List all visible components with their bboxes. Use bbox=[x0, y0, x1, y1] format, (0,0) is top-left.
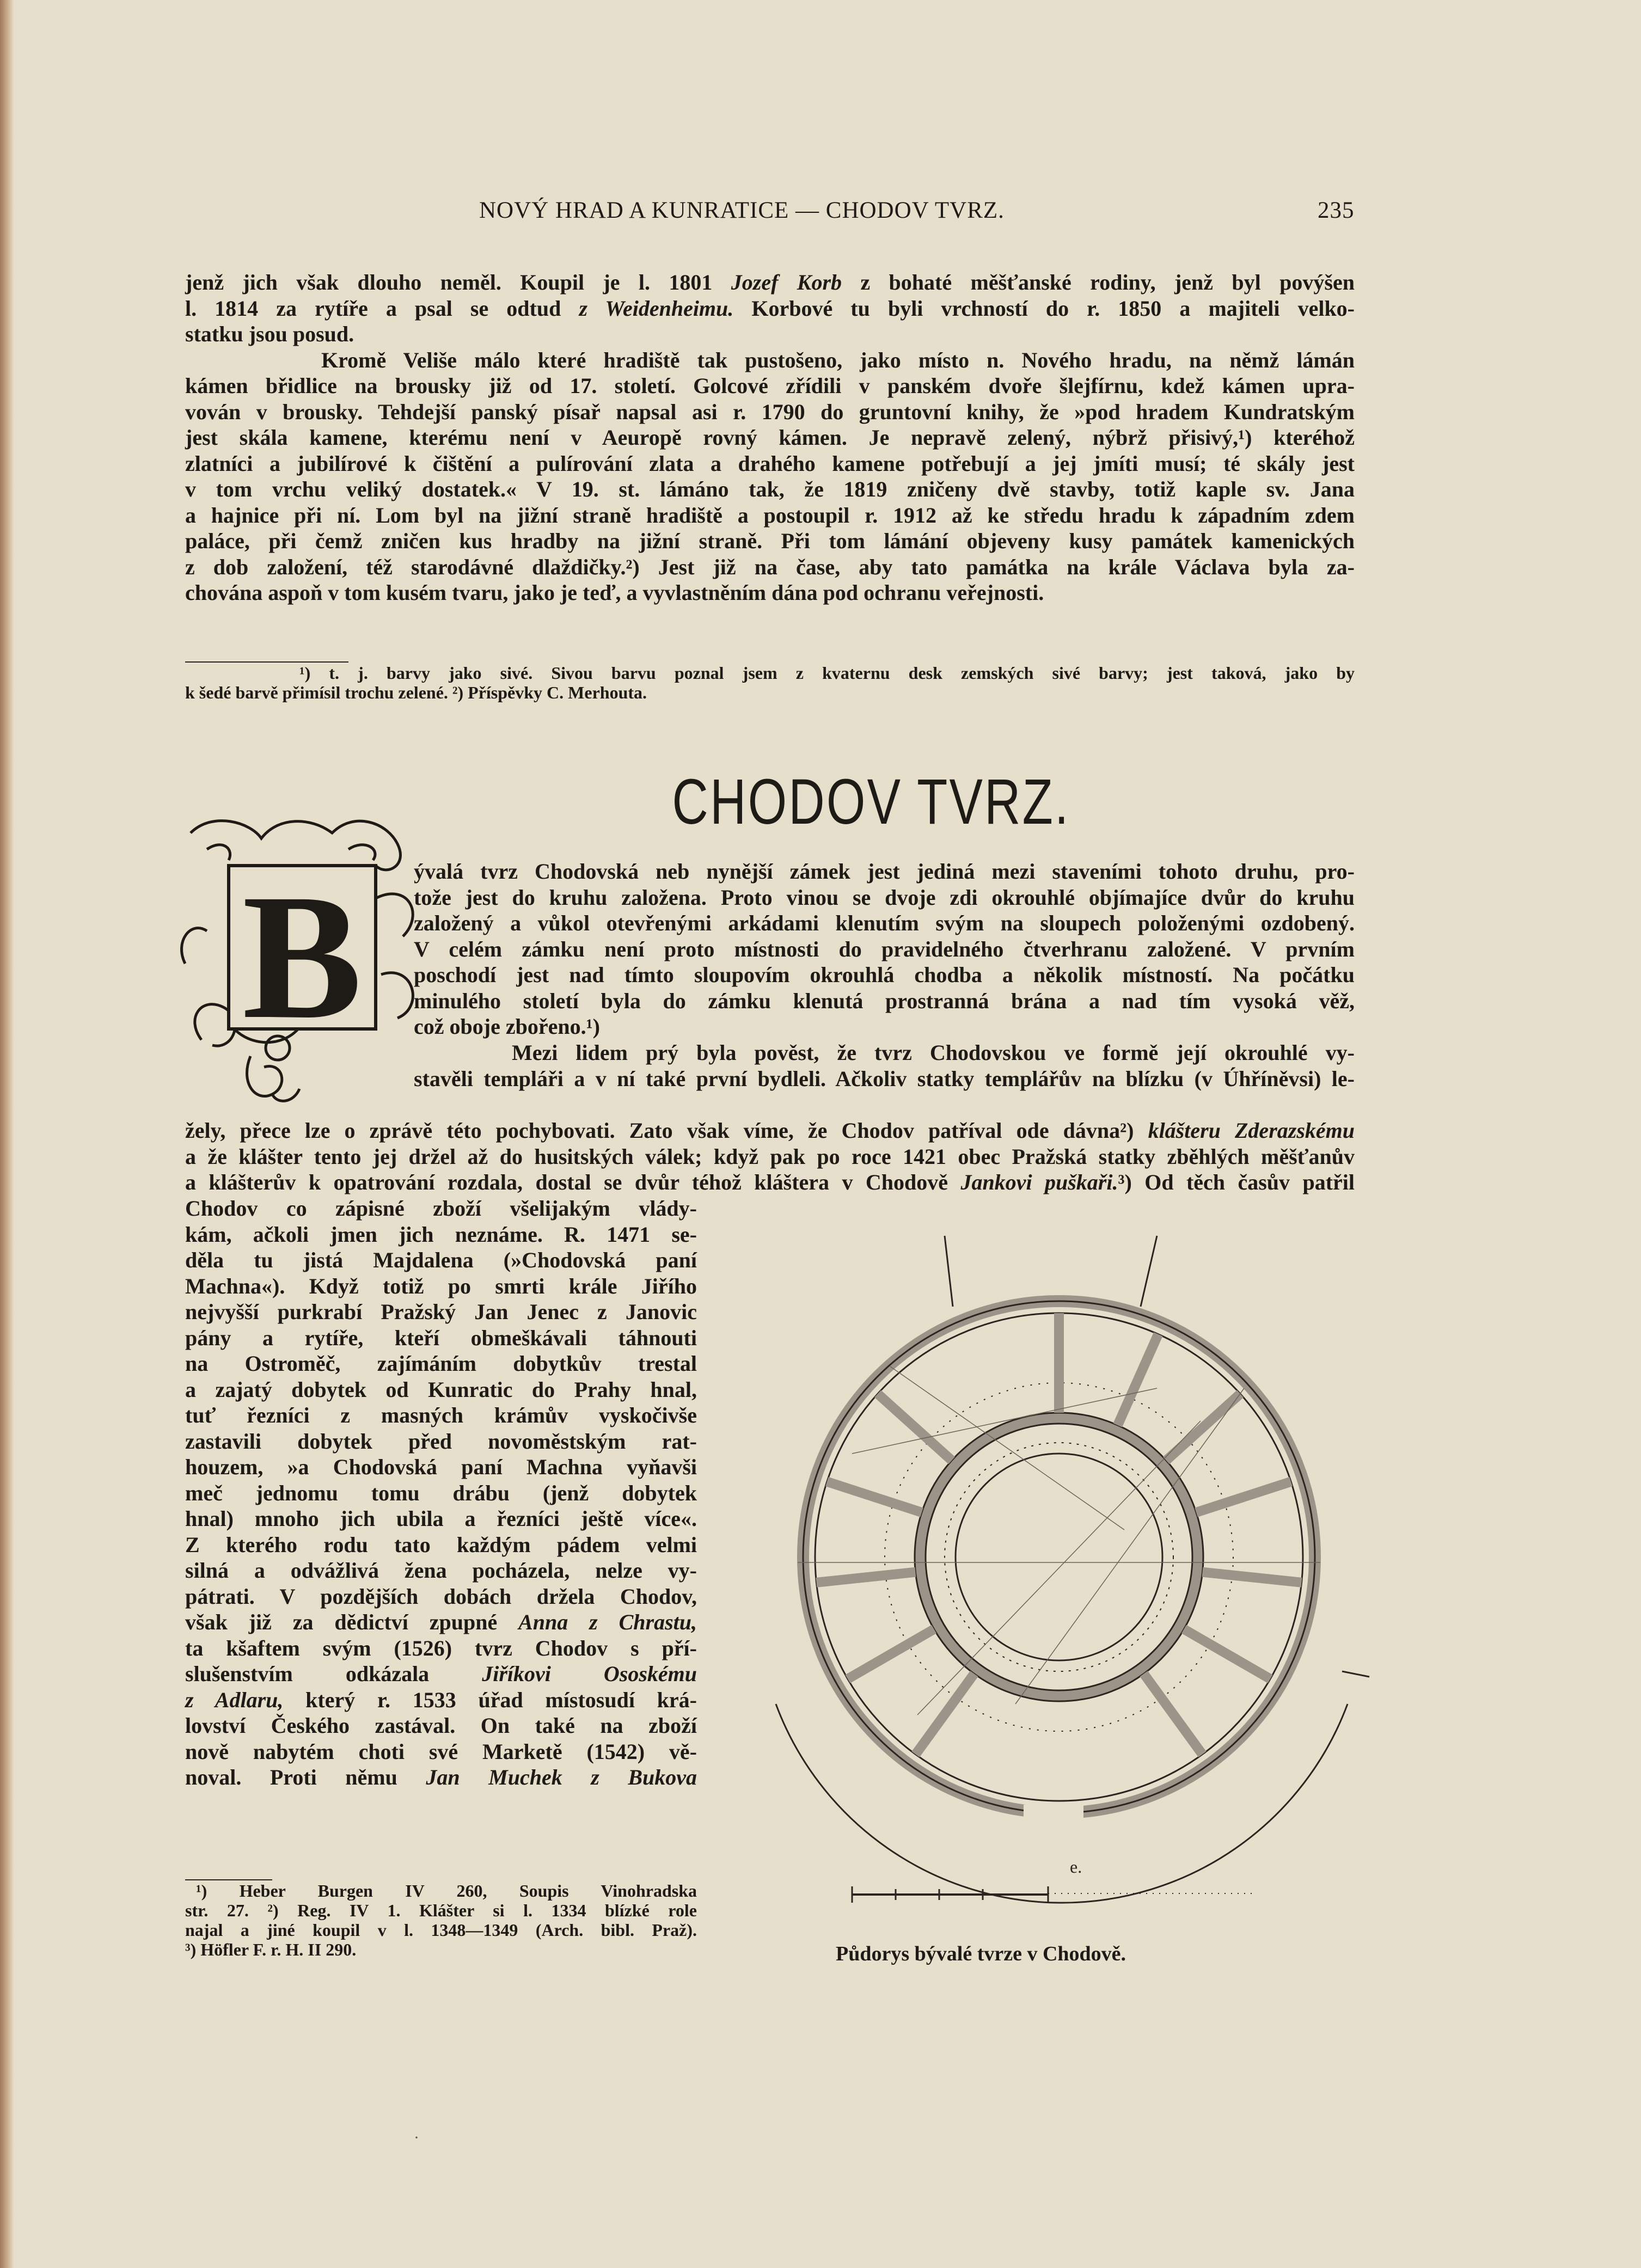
footnote-rule-top bbox=[185, 661, 348, 663]
intro-line: l. 1814 za rytíře a psal se odtud z Weidenheimu. Korbové tu byli vrchností do r. 1850 a majiteli velko- bbox=[185, 296, 1355, 321]
section-line: a že klášter tento jej držel až do husitských válek; když pak po roce 1421 obec Pražská statky zběhlých měšťanův bbox=[185, 1144, 1355, 1169]
footnote-line: ¹) Heber Burgen IV 260, Soupis Vinohradska bbox=[196, 1881, 697, 1901]
column-line: slušenstvím odkázala Jiříkovi Ososkému bbox=[185, 1662, 697, 1686]
section-line: což oboje zbořeno.¹) bbox=[414, 1014, 600, 1039]
footnote-line: najal a jiné koupil v l. 1348—1349 (Arch. bibl. Praž). bbox=[185, 1920, 697, 1940]
footnote-rule-bottom bbox=[185, 1879, 272, 1880]
section-line: Mezi lidem prý byla pověst, že tvrz Chodovskou ve formě její okrouhlé vy- bbox=[512, 1040, 1355, 1065]
column-line: pány a rytíře, kteří obmeškávali táhnouti bbox=[185, 1325, 697, 1350]
paragraph-line: jest skála kamene, kterému není v Aeuropě rovný kámen. Je nepravě zelený, nýbrž přisivý,¹) kteréhož bbox=[185, 425, 1355, 450]
column-line: hnal) mnoho jich ubila a řezníci ještě více«. bbox=[185, 1506, 697, 1531]
paragraph-line: Kromě Veliše málo které hradiště tak pustošeno, jako místo n. Nového hradu, na němž lámán bbox=[321, 347, 1355, 372]
column-line: tuť řezníci z masných krámův vyskočivše bbox=[185, 1403, 697, 1427]
column-line: však již za dědictví zpupné Anna z Chrastu, bbox=[185, 1610, 697, 1634]
section-paragraph-1 bbox=[414, 859, 1355, 1040]
floor-plan-drawing bbox=[776, 1236, 1369, 1903]
column-line: kám, ačkoli jmen jich neznáme. R. 1471 se- bbox=[185, 1222, 697, 1247]
partition-wall bbox=[1118, 1334, 1158, 1425]
footnotes-bottom bbox=[185, 1881, 697, 1959]
partition-wall bbox=[1144, 1674, 1203, 1754]
section-line: V celém zámku není proto místnosti do pravidelného čtverhranu založené. V prvním bbox=[414, 936, 1355, 961]
section-paragraph-2-start bbox=[414, 1040, 1355, 1092]
intro-line: statku jsou posud. bbox=[185, 322, 354, 346]
scale-label: e. bbox=[1070, 1857, 1082, 1877]
column-line: a zajatý dobytek od Kunratic do Prahy hnal, bbox=[185, 1377, 697, 1402]
section-line: poschodí jest nad tímto sloupovím okrouhlá chodba a několik místností. Na počátku bbox=[414, 963, 1355, 987]
partition-wall bbox=[848, 1629, 934, 1679]
floor-plan-figure bbox=[711, 1225, 1407, 1916]
page-speck: · bbox=[414, 2129, 419, 2147]
column-line: pátrati. V pozdějších dobách držela Chodov, bbox=[185, 1584, 697, 1609]
intro-line: jenž jich však dlouho neměl. Koupil je l. 1801 Jozef Korb z bohaté měšťanské rodiny, jenž byl povýšen bbox=[185, 270, 1355, 295]
paragraph-line: chována aspoň v tom kusém tvaru, jako je teď, a vyvlastněním dána pod ochranu veřejnosti. bbox=[185, 580, 1044, 605]
footnote-line: ¹) t. j. barvy jako sivé. Sivou barvu poznal jsem z kvaternu desk zemských sivé barvy; jest taková, jako by bbox=[299, 663, 1355, 683]
partition-wall bbox=[1196, 1482, 1291, 1513]
drop-cap-letter: B bbox=[242, 857, 363, 1056]
partition-wall bbox=[1166, 1394, 1240, 1460]
partition-wall bbox=[1184, 1629, 1270, 1679]
column-line: z Adlaru, který r. 1533 úřad místosudí krá- bbox=[185, 1687, 697, 1712]
column-line: nově nabytém choti své Marketě (1542) vě- bbox=[185, 1739, 697, 1764]
section-line: žely, přece lze o zprávě této pochybovati. Zato však víme, že Chodov patříval ode dávna²) klášteru Zderazskému bbox=[185, 1118, 1355, 1143]
partition-wall bbox=[816, 1572, 915, 1583]
column-line: Z kterého rodu tato každým pádem velmi bbox=[185, 1532, 697, 1557]
column-line: Chodov co zápisné zboží všelijakým vlády- bbox=[185, 1196, 697, 1221]
footnote-line: str. 27. ²) Reg. IV 1. Klášter si l. 1334 blízké role bbox=[185, 1901, 697, 1920]
paragraph-line: z dob založení, též starodávné dlaždičky.²) Jest již na čase, aby tato památka na krále Václava byla za- bbox=[185, 554, 1355, 579]
partition-wall bbox=[827, 1482, 922, 1513]
partition-wall bbox=[878, 1394, 952, 1460]
section-line: stavěli templáři a v ní také první bydleli. Ačkoliv statky templářův na blízku (v Úhříněvsi) le- bbox=[414, 1066, 1355, 1091]
paragraph-line: v tom vrchu veliký dostatek.« V 19. st. lámáno tak, že 1819 zničeny dvě stavby, totiž kaple sv. Jana bbox=[185, 477, 1355, 501]
drop-cap-ornament bbox=[169, 800, 430, 1105]
footnote-line: ³) Höfler F. r. H. II 290. bbox=[185, 1940, 357, 1959]
section-line: ývalá tvrz Chodovská neb nynější zámek jest jediná mezi staveními tohoto druhu, pro- bbox=[414, 859, 1355, 884]
paragraph-line: kámen břidlice na brousky již od 17. století. Golcové zřídili v panském dvoře šlejfírnu, kdež kámen upra- bbox=[185, 373, 1355, 398]
column-line: zastavili dobytek před novoměstským rat- bbox=[185, 1429, 697, 1454]
footnotes-top bbox=[185, 663, 1355, 702]
column-line: noval. Proti němu Jan Muchek z Bukova bbox=[185, 1765, 697, 1789]
running-title: NOVÝ HRAD A KUNRATICE — CHODOV TVRZ. bbox=[479, 198, 1005, 223]
top-text-block bbox=[185, 269, 1355, 606]
column-line: na Ostroměč, zajímáním dobytkův trestal bbox=[185, 1351, 697, 1376]
column-line: meč jednomu tomu drábu (jenž dobytek bbox=[185, 1480, 697, 1505]
left-column-text bbox=[185, 1196, 697, 1791]
column-line: silná a odvážlivá žena pocházela, nelze vy- bbox=[185, 1558, 697, 1583]
figure-caption: Půdorys bývalé tvrze v Chodově. bbox=[836, 1942, 1126, 1965]
page-spine-edge bbox=[0, 0, 14, 2268]
column-line: Machna«). Když totiž po smrti krále Jiřího bbox=[185, 1273, 697, 1298]
partition-wall bbox=[1203, 1572, 1302, 1583]
paragraph-line: a hajnice při ní. Lom byl na jižní straně hradiště a postoupil r. 1912 až ke středu hradu k západním zdem bbox=[185, 502, 1355, 528]
page-number: 235 bbox=[1318, 198, 1355, 223]
section-line: minulého století byla do zámku klenutá prostranná brána a nad tím vysoká věž, bbox=[414, 988, 1355, 1013]
section-title: CHODOV TVRZ. bbox=[672, 766, 1070, 838]
paragraph-line: paláce, při čemž zničen kus hradby na jižní straně. Při tom lámání objeveny kusy památek kamenických bbox=[185, 529, 1355, 553]
section-line: založený a vůkol otevřenými arkádami klenutím svým na sloupech položenými ozdobený. bbox=[414, 911, 1355, 935]
column-line: lovství Českého zastával. On také na zboží bbox=[185, 1713, 697, 1738]
paragraph-line: zlatníci a jubilírové k čištění a pulírování zlata a drahého kamene potřebují a jej jmíti musí; té skály jest bbox=[185, 451, 1355, 476]
paragraph-line: vován v brousky. Tehdejší panský písař napsal asi r. 1790 do gruntovní knihy, že »pod hradem Kundratským bbox=[185, 399, 1355, 424]
section-line: a klášterův k opatrování rozdala, dostal se dvůr téhož kláštera v Chodově Jankovi puškaři.³) Od těch časův patřil bbox=[185, 1170, 1355, 1194]
column-line: nejvyšší purkrabí Pražský Jan Jenec z Janovic bbox=[185, 1299, 697, 1324]
section-line: tože jest do kruhu založena. Proto vinou se dvoje zdi okrouhlé objímajíce dvůr do kruhu bbox=[414, 885, 1355, 910]
column-line: ta kšaftem svým (1526) tvrz Chodov s pří- bbox=[185, 1635, 697, 1660]
column-line: děla tu jistá Majdalena (»Chodovská paní bbox=[185, 1248, 697, 1272]
section-paragraph-2-full bbox=[185, 1118, 1355, 1196]
column-line: houzem, »a Chodovská paní Machna vyňavši bbox=[185, 1455, 697, 1479]
footnote-line: k šedé barvě přimísil trochu zelené. ²) Příspěvky C. Merhouta. bbox=[185, 683, 647, 702]
